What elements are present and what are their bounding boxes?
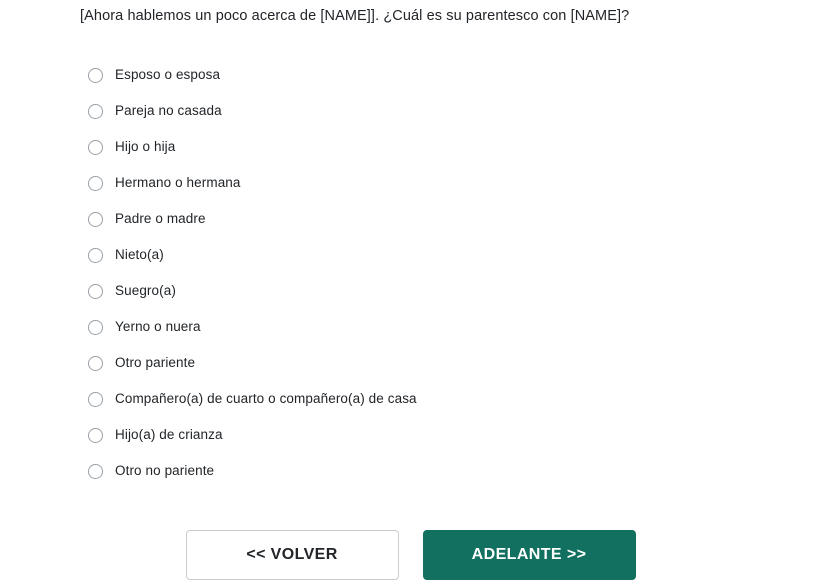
option-row-suegro[interactable]	[88, 273, 728, 309]
radio-button-icon[interactable]	[88, 320, 103, 335]
radio-button-icon[interactable]	[88, 104, 103, 119]
option-label: Nieto(a)	[115, 247, 164, 263]
option-label: Hijo o hija	[115, 139, 176, 155]
option-row-hermano-o-hermana[interactable]	[88, 165, 728, 201]
option-label: Esposo o esposa	[115, 67, 221, 83]
option-row-pareja-no-casada[interactable]	[88, 93, 728, 129]
option-label: Hermano o hermana	[115, 175, 241, 191]
option-row-companero-de-cuarto[interactable]	[88, 381, 728, 417]
option-row-otro-pariente[interactable]	[88, 345, 728, 381]
radio-button-icon[interactable]	[88, 464, 103, 479]
radio-button-icon[interactable]	[88, 356, 103, 371]
button-bar	[0, 530, 821, 580]
next-button[interactable]: ADELANTE >>	[423, 530, 636, 580]
option-row-nieto[interactable]	[88, 237, 728, 273]
radio-button-icon[interactable]	[88, 212, 103, 227]
option-row-otro-no-pariente[interactable]	[88, 453, 728, 489]
option-row-yerno-o-nuera[interactable]	[88, 309, 728, 345]
radio-button-icon[interactable]	[88, 68, 103, 83]
option-row-padre-o-madre[interactable]	[88, 201, 728, 237]
option-row-esposo-o-esposa[interactable]	[88, 57, 728, 93]
option-row-hijo-o-hija[interactable]	[88, 129, 728, 165]
option-label: Padre o madre	[115, 211, 206, 227]
radio-button-icon[interactable]	[88, 176, 103, 191]
back-button[interactable]: << VOLVER	[186, 530, 399, 580]
option-label: Otro no pariente	[115, 463, 215, 479]
radio-button-icon[interactable]	[88, 248, 103, 263]
option-label: Pareja no casada	[115, 103, 222, 119]
options-list	[88, 57, 728, 489]
radio-button-icon[interactable]	[88, 392, 103, 407]
option-label: Yerno o nuera	[115, 319, 201, 335]
option-label: Hijo(a) de crianza	[115, 427, 223, 443]
radio-button-icon[interactable]	[88, 284, 103, 299]
option-label: Compañero(a) de cuarto o compañero(a) de casa	[115, 391, 417, 407]
option-row-hijo-de-crianza[interactable]	[88, 417, 728, 453]
radio-button-icon[interactable]	[88, 428, 103, 443]
option-label: Suegro(a)	[115, 283, 176, 299]
option-label: Otro pariente	[115, 355, 196, 371]
question-text: [Ahora hablemos un poco acerca de [NAME]]. ¿Cuál es su parentesco con [NAME]?	[80, 8, 630, 24]
radio-button-icon[interactable]	[88, 140, 103, 155]
